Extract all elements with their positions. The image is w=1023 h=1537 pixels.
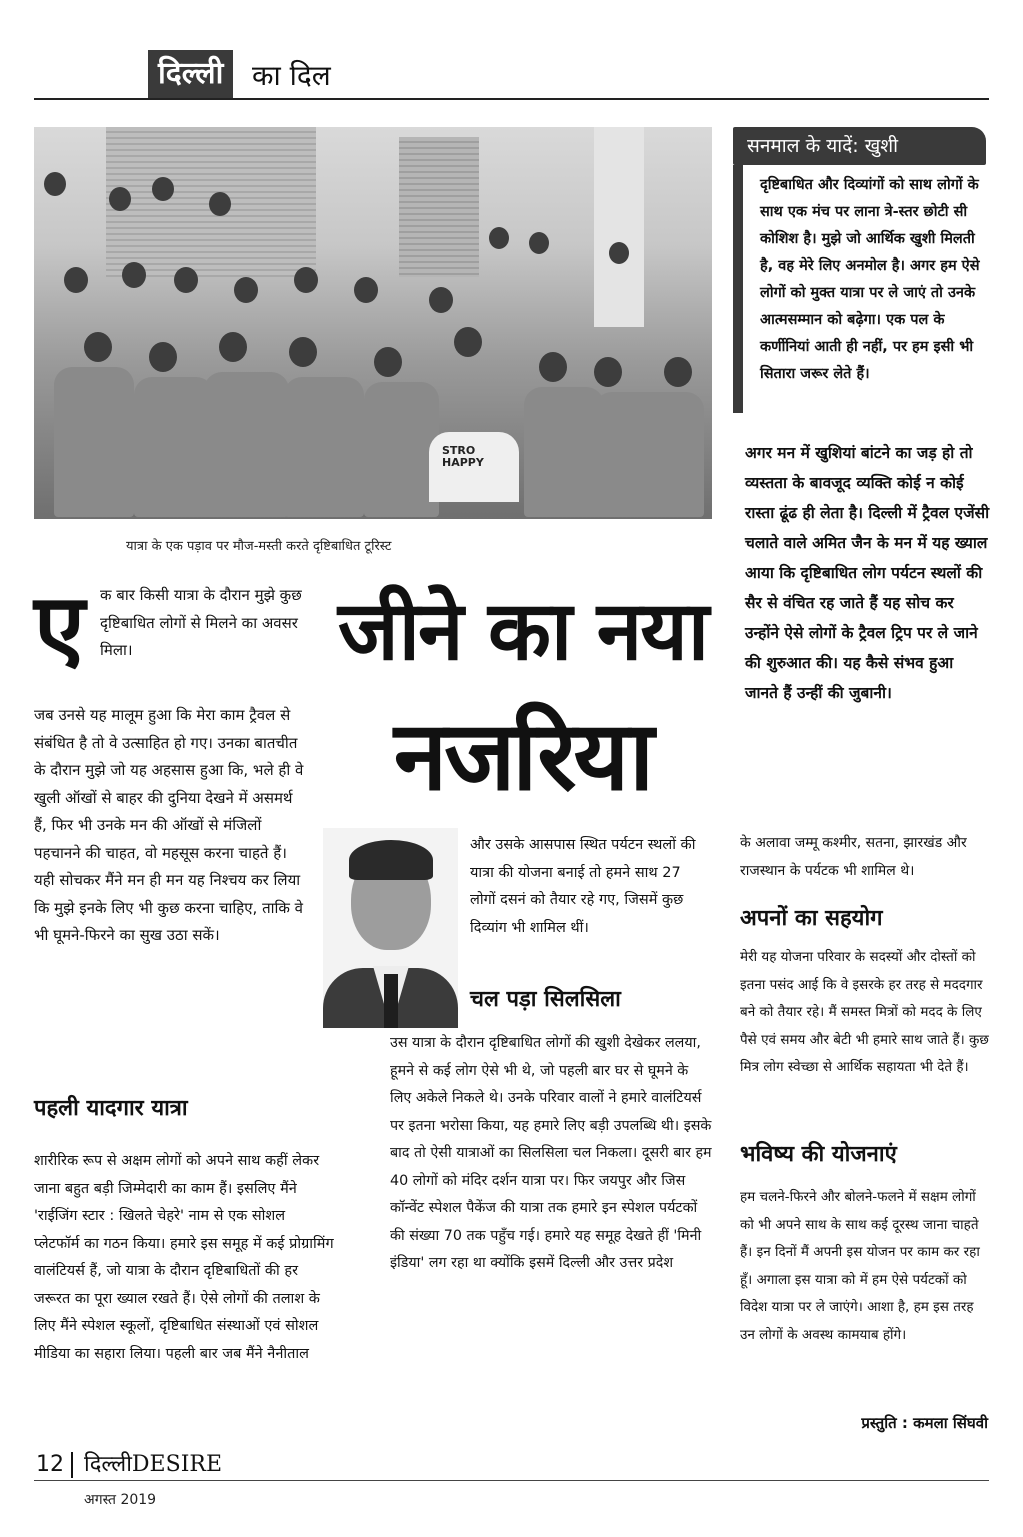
photo-person <box>64 267 88 293</box>
sidebar-body: दृष्टिबाधित और दिव्यांगों को साथ लोगों के साथ एक मंच पर लाना त्रे-स्तर छोटी सी कोशिश है। मुझे जो आर्थिक खुशी मिलती है, वह मेरे लिए अनमोल है। अगर हम ऐसे लोगों को मुक्त यात्रा पर ले जाएं तो उनके आत्मसम्मान को बढ़ेगा। एक पल के कर्णीनियां आती ही नहीं, पर हम इसी भी सितारा जरूर लेते हैं। <box>760 177 980 382</box>
top-rule <box>34 98 989 100</box>
photo-person-body <box>364 382 439 517</box>
photo-person <box>219 332 247 362</box>
photo-person-body <box>594 392 704 517</box>
col3-subheading-2: भविष्य की योजनाएं <box>740 1142 897 1167</box>
photo-pillar <box>594 127 644 327</box>
drop-cap: ए <box>34 574 85 681</box>
headline-line-2: नजरिया <box>393 700 652 812</box>
group-photo <box>34 127 712 519</box>
magazine-brand: दिल्लीDESIRE <box>84 1452 223 1477</box>
photo-person <box>294 267 318 293</box>
col2-subheading: चल पड़ा सिलसिला <box>470 987 621 1012</box>
photo-person-body <box>524 387 604 517</box>
photo-person <box>489 227 509 249</box>
sidebar-title: सनमाल के यादें: खुशी <box>733 127 986 165</box>
author-portrait <box>323 828 458 1028</box>
photo-person <box>289 337 317 367</box>
portrait-hair <box>349 840 433 880</box>
col3-paragraph-3: हम चलने-फिरने और बोलने-फलने में सक्षम लोगों को भी अपने साथ के साथ कई दूरस्थ जाना चाहते हैं। इन दिनों मैं अपनी इस योजन पर काम कर रहा हूँ। अगाला इस यात्रा को में हम ऐसे पर्यटकों को विदेश यात्रा पर ले जाएंगे। आशा है, हम इस तरह उन लोगों के अवस्थ कामयाब होंगे। <box>740 1189 980 1343</box>
photo-person-body <box>204 372 289 517</box>
issue-date: अगस्त 2019 <box>84 1492 157 1508</box>
col1-paragraph: जब उनसे यह मालूम हुआ कि मेरा काम ट्रैवल से संबंधित है तो वे उत्साहित हो गए। उनका बातचीत के दौरान मुझे जो यह अहसास हुआ कि, भले ही वे खुली ऑखों से बाहर की दुनिया देखने में असमर्थ हैं, फिर भी उनके मन की ऑखों से मंजिलों पहचानने की चाहत, वो महसूस करना चाहते हैं। यही सोचकर मैंने मन ही मन यह निश्चय कर लिया कि मुझे इनके लिए भी कुछ करना चाहिए, ताकि वे भी घूमने-फिरने का सुख उठा सकें। <box>34 706 304 944</box>
photo-person <box>429 287 453 313</box>
photo-person <box>234 277 258 303</box>
photo-person <box>109 187 131 211</box>
col1-lead-text: क बार किसी यात्रा के दौरान मुझे कुछ दृष्टिबाधित लोगों से मिलने का अवसर मिला। <box>100 586 302 659</box>
photo-person <box>664 357 692 387</box>
photo-person <box>454 327 482 357</box>
photo-person <box>44 172 66 196</box>
photo-shutter-right <box>399 137 479 277</box>
photo-person-body <box>54 367 134 517</box>
photo-person-body <box>284 377 364 517</box>
col2-paragraph: और उसके आसपास स्थित पर्यटन स्थलों की यात्रा की योजना बनाई तो हमने साथ 27 लोगों दसनं को तैयार रहे गए, जिसमें कुछ दिव्यांग भी शामिल थीं। <box>470 837 696 936</box>
intro-text: अगर मन में खुशियां बांटने का जड़ हो तो व्यस्तता के बावजूद व्यक्ति कोई न कोई रास्ता ढूंढ ही लेता है। दिल्ली में ट्रैवल एजेंसी चलाते वाले अमित जैन के मन में यह ख्याल आया कि दृष्टिबाधित लोग पर्यटन स्थलों की सैर से वंचित रह जाते हैं यह सोच कर उन्होंने ऐसे लोगों के ट्रैवल ट्रिप पर ले जाने की शुरुआत की। यह कैसे संभव हुआ जानते हैं उन्हीं की जुबानी। <box>745 444 990 702</box>
photo-person <box>149 342 177 372</box>
photo-person <box>84 332 112 362</box>
photo-tshirt-text: STRO HAPPY <box>442 444 484 469</box>
photo-person <box>609 242 629 264</box>
photo-person <box>152 177 174 201</box>
photo-person <box>594 357 622 387</box>
photo-caption: यात्रा के एक पड़ाव पर मौज-मस्ती करते दृष्टिबाधित टूरिस्ट <box>126 539 392 554</box>
photo-person <box>122 262 146 288</box>
sidebar-accent-bar <box>733 165 743 413</box>
photo-person <box>374 347 402 377</box>
footer-rule <box>34 1480 989 1481</box>
author-credit: प्रस्तुति : कमला सिंघवी <box>861 1414 988 1432</box>
col2-paragraph-2: उस यात्रा के दौरान दृष्टिबाधित लोगों की खुशी देखेकर ललया, हूमने से कई लोग ऐसे भी थे, जो पहली बार घर से घूमने के लिए अकेले निकले थे। उनके परिवार वालों ने हमारे वालंटियर्स पर इतना भरोसा किया, यह हमारे लिए बड़ी उपलब्धि थी। इसके बाद तो ऐसी यात्राओं का सिलसिला चल निकला। दूसरी बार हम 40 लोगों को मंदिर दर्शन यात्रा पर। फिर जयपुर और जिस कॉन्वेंट स्पेशल पैकेंज की यात्रा तक हमारे इन स्पेशल पर्यटकों की संख्या 70 तक पहुँच गई। हमारे यह समूह देखते हीं 'मिनी इंडिया' लग रहा था क्योंकि इसमें दिल्ली और उत्तर प्रदेश <box>390 1035 712 1271</box>
footer-separator <box>71 1452 73 1478</box>
photo-person <box>529 232 549 254</box>
photo-person <box>174 267 198 293</box>
section-title: का दिल <box>252 59 331 92</box>
photo-person <box>354 277 378 303</box>
photo-person-body <box>134 377 214 517</box>
col1-subheading: पहली यादगार यात्रा <box>34 1096 188 1121</box>
col3-subheading-1: अपनों का सहयोग <box>740 906 883 931</box>
page-number: 12 <box>36 1452 64 1477</box>
col3-paragraph: के अलावा जम्मू कश्मीर, सतना, झारखंड और राजस्थान के पर्यटक भी शामिल थे। <box>740 835 967 879</box>
section-tab: दिल्ली <box>148 50 233 98</box>
portrait-tie <box>384 974 398 1028</box>
col1-paragraph-2: शारीरिक रूप से अक्षम लोगों को अपने साथ कहीं लेकर जाना बहुत बड़ी जिम्मेदारी का काम हैं। इसलिए मैंने 'राईजिंग स्टार : खिलते चेहरे' नाम से एक सोशल प्लेटफॉर्म का गठन किया। हमारे इस समूह में कई प्रोग्रामिंग वालंटियर्स हैं, जो यात्रा के दौरान दृष्टिबाधितों की हर जरूरत का पूरा ख्याल रखते हैं। ऐसे लोगों की तलाश के लिए मैंने स्पेशल स्कूलों, दृष्टिबाधित संस्थाओं एवं सोशल मीडिया का सहारा लिया। पहली बार जब मैंने नैनीताल <box>34 1153 334 1362</box>
headline-line-1: जीने का नया <box>337 584 708 679</box>
col3-paragraph-2: मेरी यह योजना परिवार के सदस्यों और दोस्तों को इतना पसंद आई कि वे इसरके हर तरह से मददगार बने को तैयार रहे। मैं समस्त मित्रों को मदद के लिए पैसे एवं समय और बेटी भी हमारे साथ जाते हैं। कुछ मित्र लोग स्वेच्छा से आर्थिक सहायता भी देते हैं। <box>740 949 989 1075</box>
photo-person <box>539 352 567 382</box>
photo-person <box>209 192 231 216</box>
